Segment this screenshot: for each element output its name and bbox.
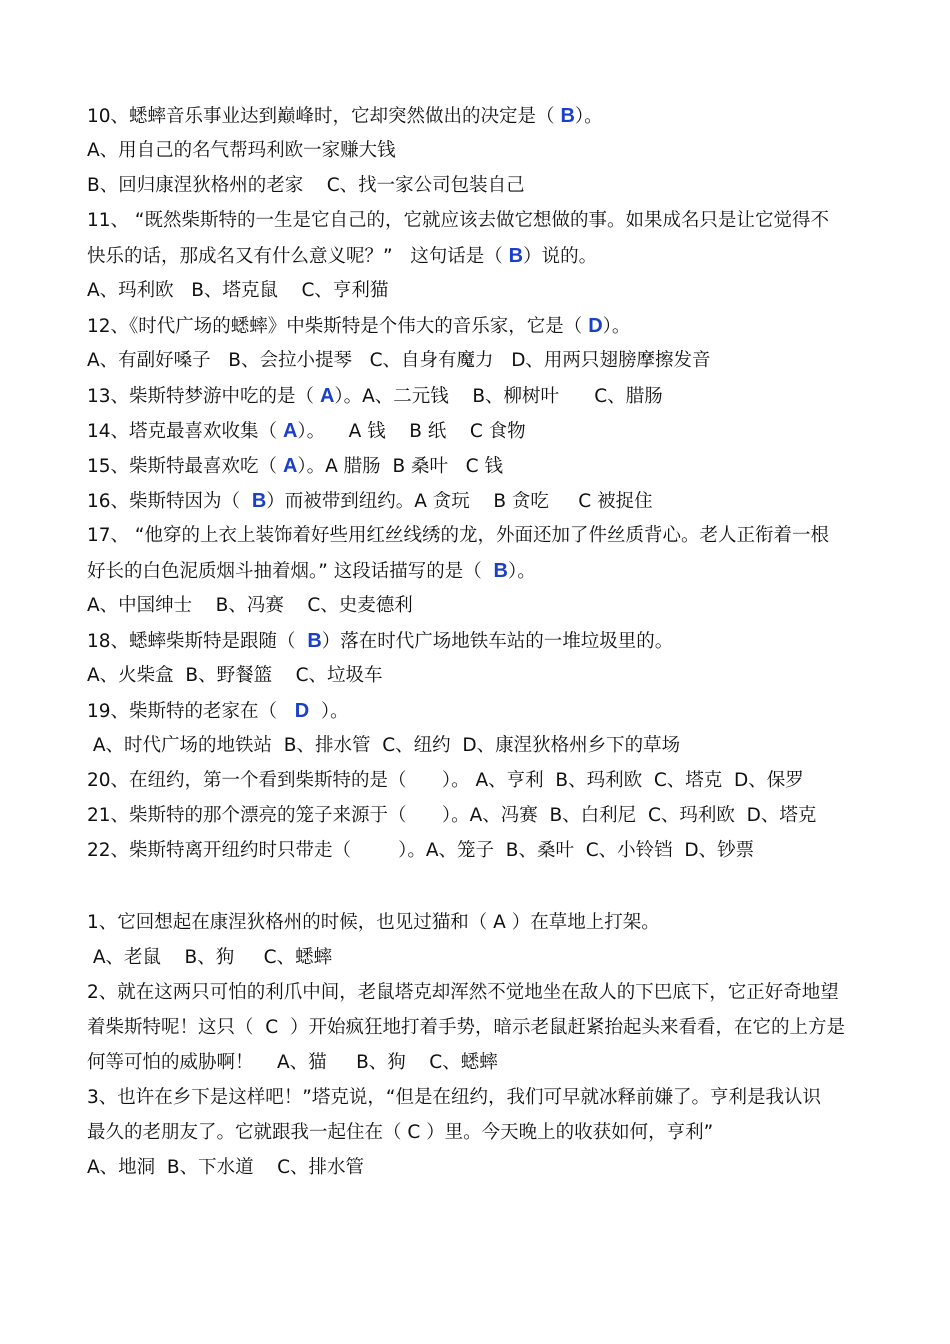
line-text: 22、柴斯特离开纽约时只带走（ ）。A、笼子 B、桑叶 C、小铃铛 D、钞票 [87, 840, 755, 861]
text-line [87, 664, 383, 688]
line-text: 3、也许在乡下是这样吧！”塔克说，“但是在纽约，我们可早就冰释前嫌了。亨利是我认识 [87, 1087, 821, 1108]
text-line [87, 594, 413, 618]
text-line [87, 1086, 821, 1110]
text-line [87, 524, 829, 548]
text-line [87, 699, 349, 723]
answer-letter: B [251, 490, 267, 512]
text-line [87, 734, 680, 758]
line-text: ）。 A 钱 B 纸 C 食物 [297, 421, 526, 442]
text-line [87, 769, 804, 793]
text-line [87, 1156, 364, 1180]
line-text: 2、就在这两只可怕的利爪中间，老鼠塔克却浑然不觉地坐在敌人的下巴底下，它正好奇地望 [87, 982, 839, 1003]
answer-letter: B [508, 245, 524, 267]
line-text: ）而被带到纽约。A 贪玩 B 贪吃 C 被捉住 [266, 491, 653, 512]
line-text: 11、 “既然柴斯特的一生是它自己的，它就应该去做它想做的事。如果成名只是让它觉得不 [87, 210, 830, 231]
line-text: A、老鼠 B、狗 C、蟋蟀 [87, 947, 333, 968]
text-line [87, 804, 816, 828]
answer-letter: A [282, 455, 298, 477]
answer-letter: A [319, 385, 335, 407]
line-text: 14、塔克最喜欢收集（ [87, 421, 283, 442]
line-text: ）。A、二元钱 B、柳树叶 C、腊肠 [334, 386, 663, 407]
line-text: 最久的老朋友了。它就跟我一起住在（ C ）里。今天晚上的收获如何，亨利” [87, 1122, 714, 1143]
line-text: 何等可怕的威胁啊！ A、猫 B、狗 C、蟋蟀 [87, 1052, 498, 1073]
line-text: A、时代广场的地铁站 B、排水管 C、纽约 D、康涅狄格州乡下的草场 [87, 735, 681, 756]
text-line [87, 279, 388, 303]
text-line [87, 139, 396, 163]
answer-letter: A [282, 420, 298, 442]
line-text: 着柴斯特呢！这只（ C ）开始疯狂地打着手势，暗示老鼠赶紧抬起头来看看，在它的上方是 [87, 1017, 845, 1038]
text-line [87, 104, 603, 128]
line-text: B、回归康涅狄格州的老家 C、找一家公司包装自己 [87, 175, 525, 196]
answer-letter: D [588, 315, 603, 337]
text-line [87, 349, 710, 373]
line-text: ）。 [507, 561, 536, 582]
line-text: 16、柴斯特因为（ [87, 491, 252, 512]
line-text: ）。 [574, 106, 603, 127]
answer-letter: B [493, 560, 508, 582]
line-text: 13、柴斯特梦游中吃的是（ [87, 386, 320, 407]
line-text: 1、它回想起在康涅狄格州的时候，也见过猫和（ A ）在草地上打架。 [87, 912, 660, 933]
text-line [87, 1016, 845, 1040]
line-text: ）说的。 [523, 246, 598, 267]
line-text: A、中国绅士 B、冯赛 C、史麦德利 [87, 595, 413, 616]
answer-letter: D [294, 700, 310, 722]
line-text: A、有副好嗓子 B、会拉小提琴 C、自身有魔力 D、用两只翅膀摩擦发音 [87, 350, 711, 371]
line-text: 18、蟋蟀柴斯特是跟随（ [87, 631, 308, 652]
text-line [87, 629, 673, 653]
text-line [87, 489, 653, 513]
answer-letter: B [560, 105, 575, 127]
line-text: 21、柴斯特的那个漂亮的笼子来源于（ ）。A、冯赛 B、白利尼 C、玛利欧 D、塔克 [87, 805, 817, 826]
text-line [87, 174, 525, 198]
line-text: A、地洞 B、下水道 C、排水管 [87, 1157, 365, 1178]
line-text: 10、蟋蟀音乐事业达到巅峰时，它却突然做出的决定是（ [87, 106, 561, 127]
text-line [87, 839, 754, 863]
line-text: 17、 “他穿的上衣上装饰着好些用红丝线绣的龙，外面还加了件丝质背心。老人正衔着一根 [87, 525, 830, 546]
answer-letter: B [307, 630, 322, 652]
text-line [87, 314, 630, 338]
line-text: 15、柴斯特最喜欢吃（ [87, 456, 283, 477]
text-line [87, 384, 663, 408]
line-text: ）。 [602, 316, 631, 337]
text-line [87, 1121, 713, 1145]
text-line [87, 419, 526, 443]
text-line [87, 454, 503, 478]
line-text: 12、《时代广场的蟋蟀》中柴斯特是个伟大的音乐家，它是（ [87, 316, 589, 337]
line-text: 20、在纽约，第一个看到柴斯特的是（ ）。 A、亨利 B、玛利欧 C、塔克 D、保罗 [87, 770, 804, 791]
line-text: 好长的白色泥质烟斗抽着烟。” 这段话描写的是（ [87, 561, 494, 582]
line-text: ）落在时代广场地铁车站的一堆垃圾里的。 [321, 631, 674, 652]
line-text: A、火柴盒 B、野餐篮 C、垃圾车 [87, 665, 383, 686]
line-text: A、玛利欧 B、塔克鼠 C、亨利猫 [87, 280, 389, 301]
line-text: 19、柴斯特的老家在（ [87, 701, 295, 722]
text-line [87, 946, 332, 970]
line-text: A、用自己的名气帮玛利欧一家赚大钱 [87, 140, 396, 161]
text-line [87, 209, 829, 233]
line-text: ）。A 腊肠 B 桑叶 C 钱 [297, 456, 503, 477]
line-text: ）。 [309, 701, 349, 722]
line-text: 快乐的话，那成名又有什么意义呢？” 这句话是（ [87, 246, 509, 267]
text-line [87, 981, 839, 1005]
text-line [87, 911, 660, 935]
text-line [87, 559, 536, 583]
text-line [87, 244, 597, 268]
text-line [87, 1051, 498, 1075]
